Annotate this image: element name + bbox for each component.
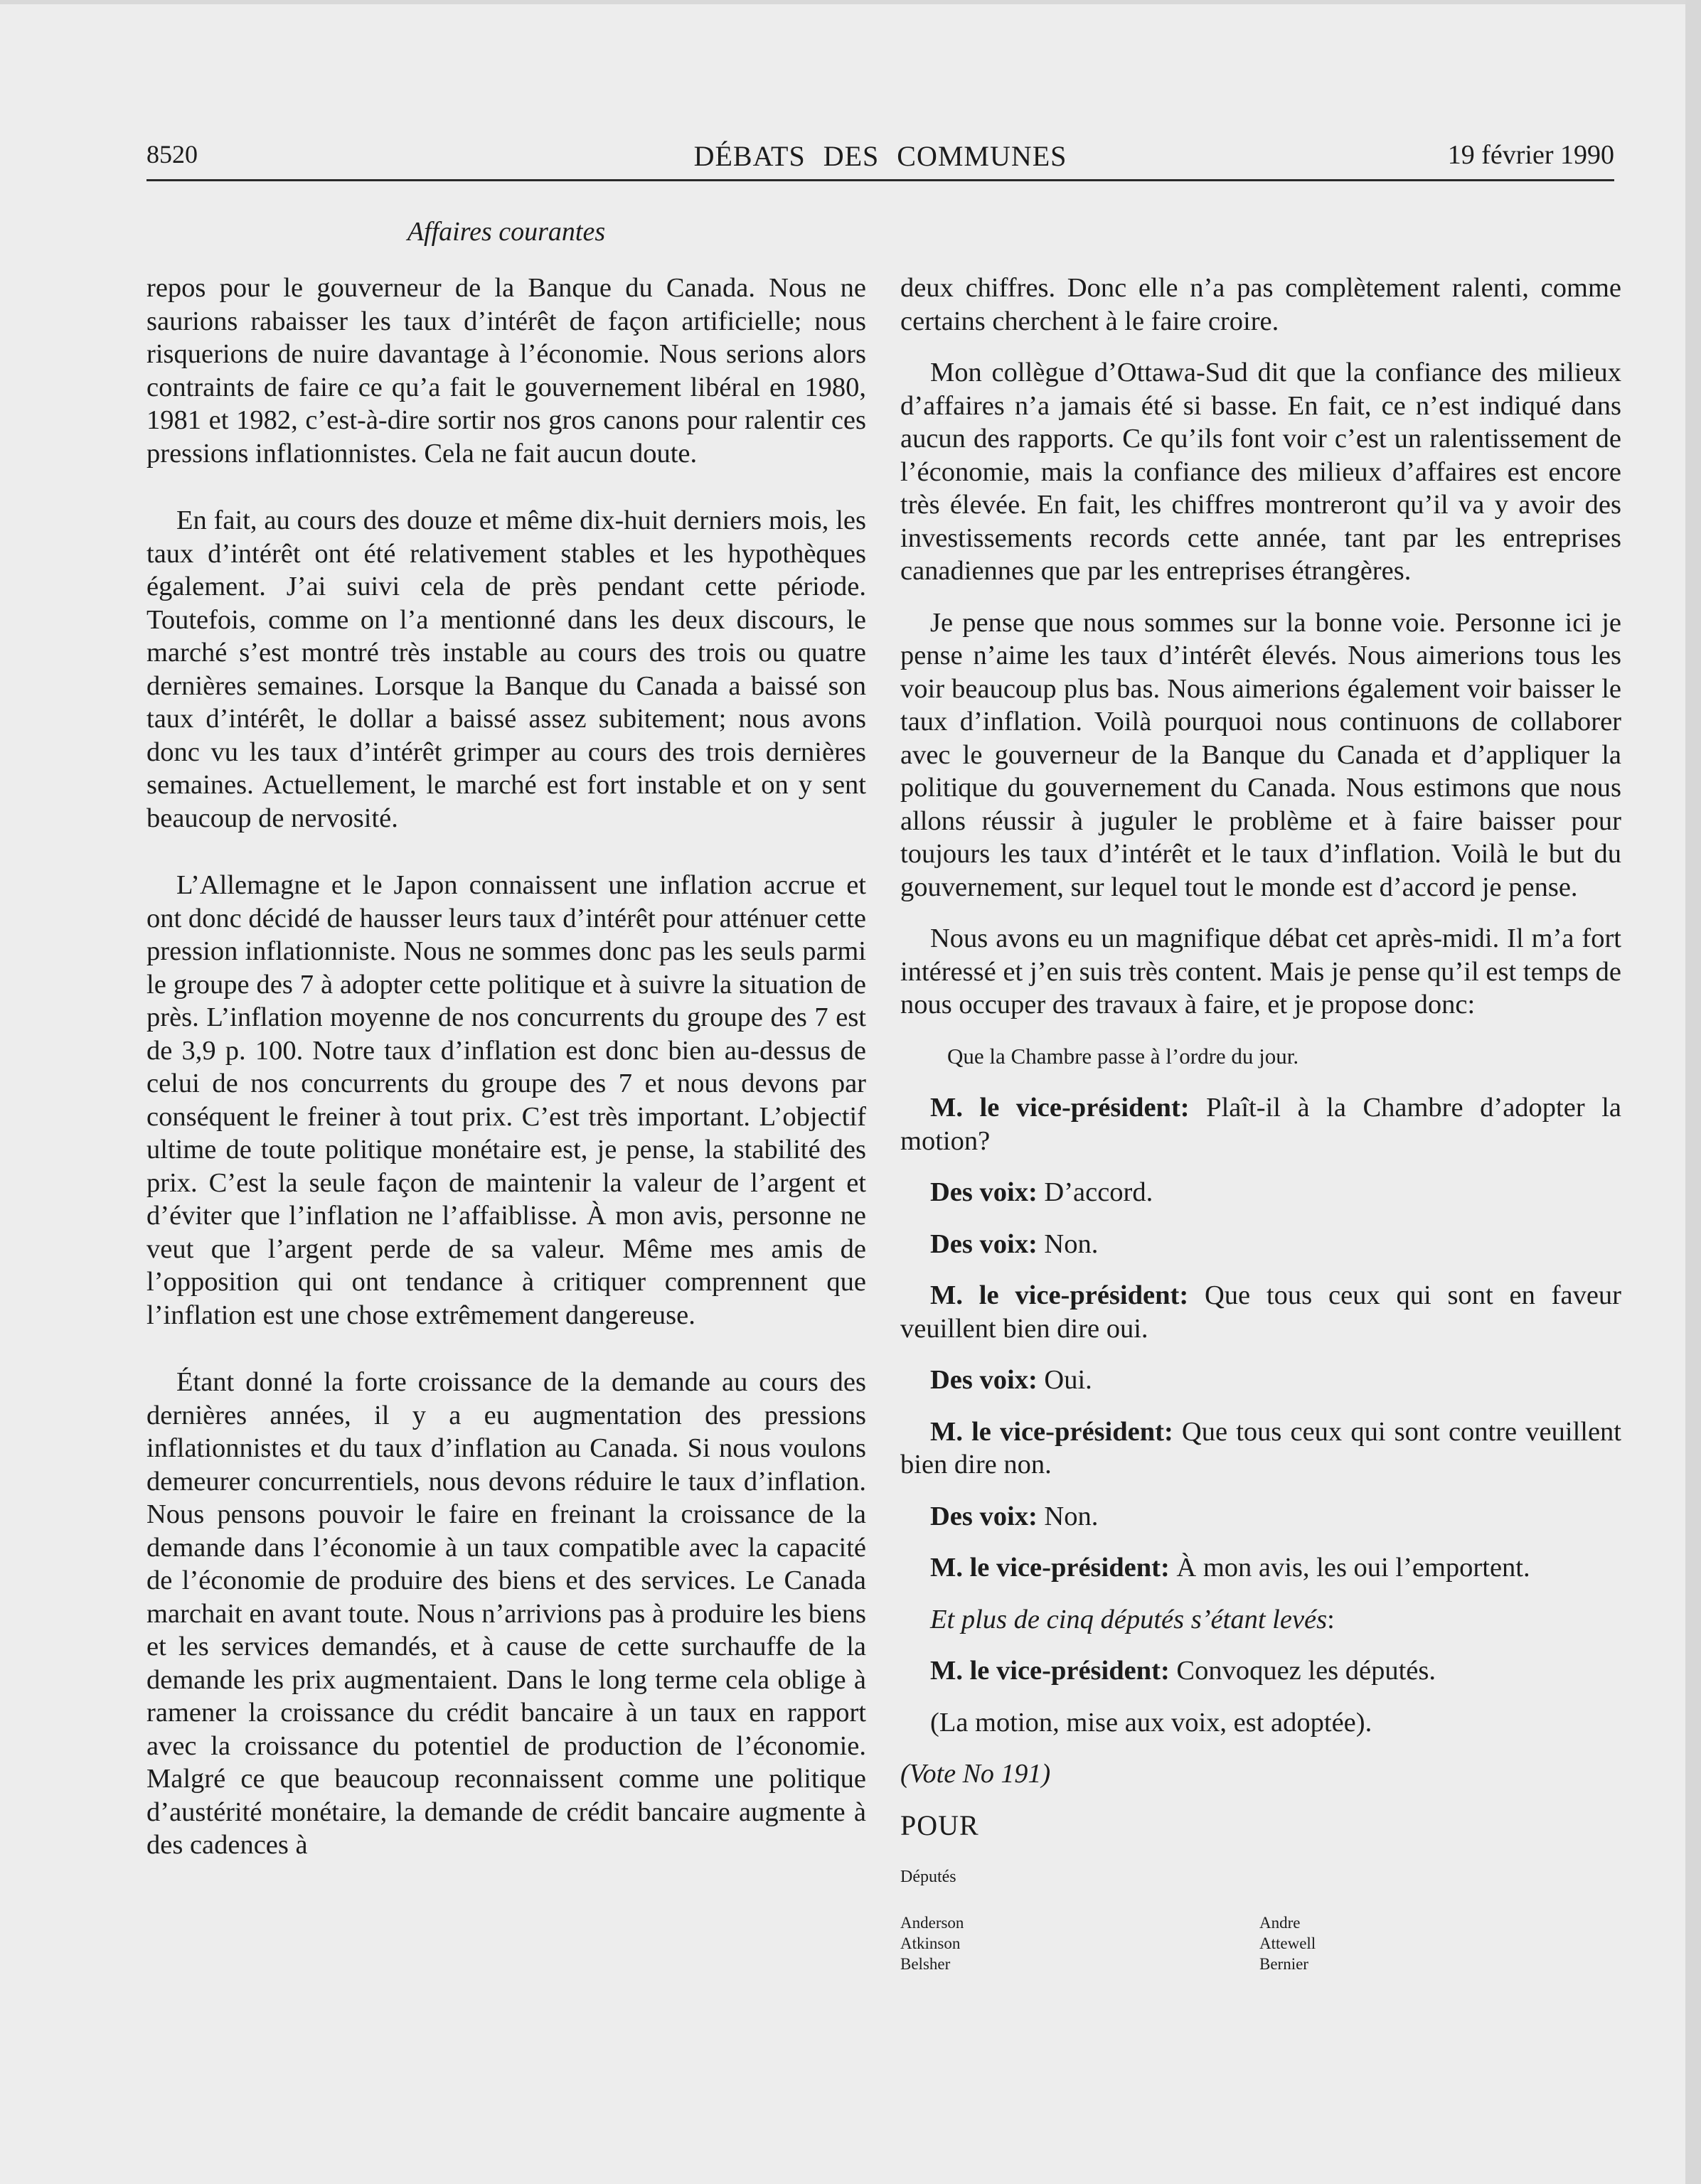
- speech-text: Non.: [1037, 1228, 1099, 1259]
- stage-direction-colon: :: [1327, 1604, 1335, 1634]
- speech-text: Plaît-il à la Chambre d’adopter la motion?: [900, 1093, 1621, 1156]
- speech-text: Convoquez les députés.: [1169, 1656, 1436, 1686]
- speech: [900, 1176, 1621, 1209]
- paragraph: repos pour le gouverneur de la Banque du Canada. Nous ne saurions rabaisser les taux d’intérêt de façon artificielle; nous risquerions de nuire davantage à l’économie. Nous serions alors contraints de faire ce qu’a fait le gouvernement libéral en 1980, 1981 et 1982, c’est-à-dire sortir nos gros canons pour ralentir ces pressions inflationnistes. Cela ne fait aucun doute.: [146, 273, 866, 469]
- speaker: M. le vice-président:: [930, 1093, 1190, 1123]
- speech-text: Que tous ceux qui sont en faveur veuillent bien dire oui.: [900, 1280, 1621, 1344]
- stage-direction-text: Et plus de cinq députés s’étant levés: [930, 1604, 1328, 1634]
- speech-text: Oui.: [1037, 1365, 1092, 1395]
- member-name: Atkinson: [900, 1934, 961, 1952]
- speaker: Des voix:: [930, 1177, 1038, 1207]
- paragraph: Étant donné la forte croissance de la demande au cours des dernières années, il y a eu augmentation des pressions inflationnistes et du taux d’inflation au Canada. Si nous voulons demeurer concurrentiels, nous devons réduire le taux d’inflation. Nous pensons pouvoir le faire en freinant la croissance de la demande dans l’économie à un taux compatible avec la capacité de l’économie de produire des biens et des services. Le Canada marchait en avant toute. Nous n’arrivions pas à produire les biens et les services demandés, et à cause de cette surchauffe de la demande les prix augmentaient. Dans le long terme cela oblige à ramener la croissance du crédit bancaire à un taux en rapport avec la croissance du potentiel de production de l’économie. Malgré ce que beaucoup reconnaissent comme une politique d’austérité monétaire, la demande de crédit bancaire augmente à des cadences à: [146, 1367, 866, 1860]
- speech: [900, 1551, 1621, 1585]
- vote-close-paren: ): [1041, 1759, 1051, 1789]
- paragraph: Nous avons eu un magnifique débat cet après-midi. Il m’a fort intéressé et j’en suis très content. Mais je pense qu’il est temps de nous occuper des travaux à faire, et je propose donc:: [900, 924, 1621, 1019]
- deputes-heading: Députés: [900, 1868, 956, 1886]
- page-header: [146, 139, 1614, 178]
- member-name: Anderson: [900, 1913, 964, 1932]
- vote-open-paren: (: [900, 1759, 910, 1789]
- member-name: Bernier: [1259, 1954, 1308, 1973]
- speech: [900, 1279, 1621, 1345]
- speech: [900, 1415, 1621, 1482]
- paragraph: En fait, au cours des douze et même dix-huit derniers mois, les taux d’intérêt ont été relativement stables et les hypothèques également. J’ai suivi cela de près pendant cette période. Toutefois, comme on l’a mentionné dans les deux discours, le marché s’est montré très instable au cours des trois ou quatre dernières semaines. Lorsque la Banque du Canada a baissé son taux d’intérêt, le dollar a baissé assez subitement; nous avons donc vu les taux d’intérêt grimper au cours des trois dernières semaines. Actuellement, le marché est fort instable et on y sent beaucoup de nervosité.: [146, 505, 866, 833]
- vote-label: Vote No 191: [909, 1759, 1042, 1789]
- speaker: Des voix:: [930, 1228, 1038, 1259]
- paragraph: Mon collègue d’Ottawa-Sud dit que la confiance des milieux d’affaires n’a jamais été si basse. En fait, ce n’est indiqué dans aucun des rapports. Ce qu’ils font voir c’est un ralentissement de l’économie, mais la confiance des milieux d’affaires est encore très élevée. En fait, les chiffres montreront qu’il va y avoir des investissements records cette année, tant par les entreprises canadiennes que par les entreprises étrangères.: [900, 358, 1621, 586]
- speech: [900, 1091, 1621, 1157]
- page-edge: [0, 0, 1701, 4]
- speaker: M. le vice-président:: [930, 1280, 1189, 1310]
- names-column: [1259, 1912, 1619, 1974]
- section-title: Affaires courantes: [407, 217, 606, 247]
- speaker: M. le vice-président:: [930, 1553, 1170, 1583]
- left-column: [146, 272, 866, 1862]
- speaker: M. le vice-président:: [930, 1656, 1170, 1686]
- speech: [900, 1654, 1621, 1688]
- speech-text: Non.: [1037, 1501, 1099, 1531]
- motion-result: (La motion, mise aux voix, est adoptée).: [930, 1707, 1372, 1738]
- speech: [900, 1364, 1621, 1397]
- page-number: 8520: [146, 140, 198, 168]
- speech: [900, 1228, 1621, 1261]
- speech-text: D’accord.: [1037, 1177, 1153, 1207]
- right-column: [900, 272, 1621, 1974]
- motion-quote: Que la Chambre passe à l’ordre du jour.: [947, 1043, 1299, 1069]
- paragraph: L’Allemagne et le Japon connaissent une inflation accrue et ont donc décidé de hausser leurs taux d’intérêt pour atténuer cette pression inflationniste. Nous ne sommes donc pas les seuls parmi le groupe des 7 à adopter cette politique et à suivre la situation de près. L’inflation moyenne de nos concurrents du groupe des 7 est de 3,9 p. 100. Notre taux d’inflation est donc bien au-dessus de celui de nos concurrents du groupe des 7 et nous devons par conséquent le freiner à tout prix. C’est très important. L’objectif ultime de toute politique monétaire est, je pense, la stabilité des prix. C’est la seule façon de maintenir la valeur de l’argent et d’éviter que l’inflation ne l’affaiblisse. À mon avis, personne ne veut que l’argent perde de sa valeur. Même mes amis de l’opposition qui ont tendance à critiquer comprennent que l’inflation est une chose extrêmement dangereuse.: [146, 870, 866, 1330]
- paragraph: Je pense que nous sommes sur la bonne voie. Personne ici je pense n’aime les taux d’intérêt élevés. Nous aimerions tous les voir beaucoup plus bas. Nous aimerions également voir baisser le taux d’inflation. Voilà pourquoi nous continuons de collaborer avec le gouverneur de la Banque du Canada et d’appliquer la politique du gouvernement du Canada. Nous estimons que nous allons réussir à juguler le problème et à faire baisser pour toujours les taux d’intérêt et le taux d’inflation. Voilà le but du gouvernement, sur lequel tout le monde est d’accord je pense.: [900, 607, 1621, 902]
- names-column: [900, 1912, 1259, 1974]
- issue-date: 19 février 1990: [1447, 140, 1614, 170]
- speaker: Des voix:: [930, 1365, 1038, 1395]
- vote-names: [900, 1912, 1621, 1974]
- header-rule: [146, 179, 1614, 181]
- speaker: M. le vice-président:: [930, 1416, 1173, 1447]
- speech: [900, 1500, 1621, 1533]
- member-name: Belsher: [900, 1954, 951, 1973]
- speaker: Des voix:: [930, 1501, 1038, 1531]
- pour-heading: POUR: [900, 1809, 979, 1841]
- page-edge-shadow: [1685, 0, 1701, 2184]
- member-name: Andre: [1259, 1913, 1301, 1932]
- paragraph: deux chiffres. Donc elle n’a pas complètement ralenti, comme certains cherchent à le faire croire.: [900, 273, 1621, 336]
- stage-direction: [900, 1603, 1621, 1637]
- vote-number: [900, 1757, 1621, 1791]
- member-name: Attewell: [1259, 1934, 1316, 1952]
- speech-text: Que tous ceux qui sont contre veuillent bien dire non.: [900, 1416, 1621, 1479]
- speech-text: À mon avis, les oui l’emportent.: [1169, 1553, 1530, 1583]
- journal-title: DÉBATS DES COMMUNES: [693, 140, 1067, 172]
